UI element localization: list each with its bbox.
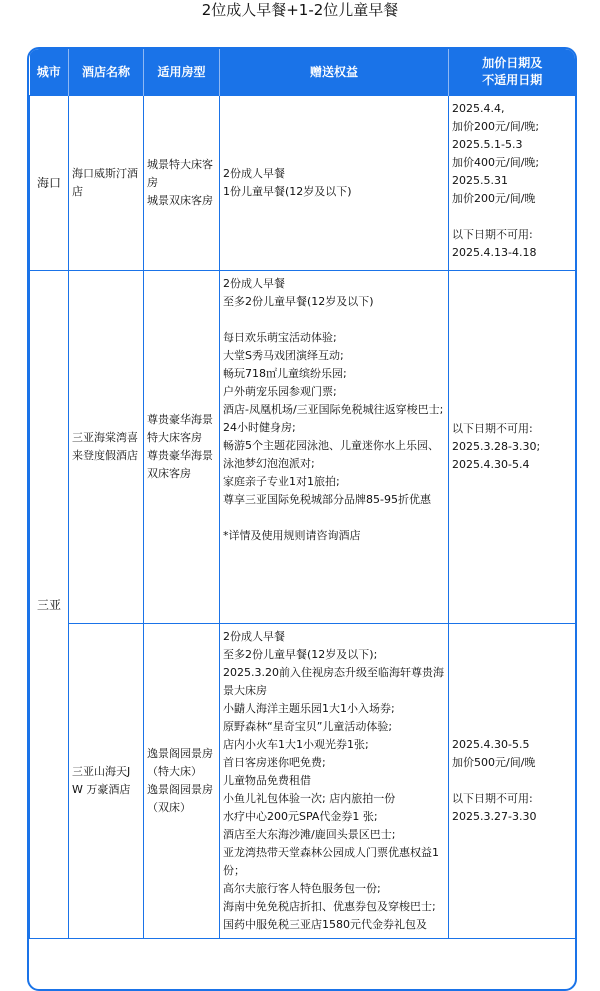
rooms-cell (144, 624, 220, 939)
cell-line: 酒店-凤凰机场/三亚国际免税城往返穿梭巴士; (223, 403, 444, 416)
cell-line: 2025.5.31 (452, 174, 508, 187)
hotel-cell: 三亚海棠湾喜来登度假酒店 (69, 271, 144, 624)
cell-line: 至多2份儿童早餐(12岁及以下) (223, 295, 374, 308)
cell-line: 以下日期不可用: (452, 422, 533, 435)
cell-line: 海南中免免税店折扣、优惠券包及穿梭巴士; (223, 900, 436, 913)
cell-line: 户外萌宠乐园参观门票; (223, 385, 337, 398)
city-cell: 三亚 (30, 271, 69, 939)
header-benefits: 赠送权益 (220, 49, 449, 96)
cell-line: 店内小火车1大1小观光券1张; (223, 738, 369, 751)
cell-line: 逸景阁园景房（特大床） (147, 747, 213, 778)
cell-line: 小鼱人海洋主题乐园1大1小入场券; (223, 702, 395, 715)
benefits-cell (220, 96, 449, 271)
cell-line: 加价400元/间/晚; (452, 156, 540, 169)
cell-line: 2份成人早餐 (223, 277, 285, 290)
header-dates-line1: 加价日期及 (482, 56, 543, 70)
cell-line: 原野森林“星奇宝贝”儿童活动体验; (223, 720, 393, 733)
page-title: 2位成人早餐+1-2位儿童早餐 (201, 1, 399, 19)
cell-line (223, 509, 445, 527)
cell-line: 2份成人早餐 (223, 630, 285, 643)
cell-line: 大堂S秀马戏团演绎互动; (223, 349, 344, 362)
cell-line: 畅游5个主题花园泳池、儿童迷你水上乐园、泳池梦幻泡泡派对; (223, 439, 439, 470)
table-row (30, 271, 576, 624)
cell-line: 城景双床客房 (147, 194, 213, 207)
cell-line: 家庭亲子专业1对1旅拍; (223, 475, 340, 488)
table-row (30, 624, 576, 939)
cell-line: 2025.5.1-5.3 (452, 138, 523, 151)
hotel-cell: 三亚山海天JW 万豪酒店 (69, 624, 144, 939)
header-dates-line2: 不适用日期 (482, 73, 543, 87)
dates-cell (449, 96, 576, 271)
cell-line (452, 208, 572, 226)
cell-line: 2025.3.28-3.30; (452, 440, 541, 453)
rooms-cell (144, 271, 220, 624)
cell-line: 酒店至大东海沙滩/鹿回头景区巴士; (223, 828, 396, 841)
cell-line: 1份儿童早餐(12岁及以下) (223, 185, 352, 198)
cell-line: 高尔夫旅行客人特色服务包一份; (223, 882, 381, 895)
cell-line: 2025.4.4, (452, 102, 505, 115)
cell-line: 儿童物品免费租借 (223, 774, 311, 787)
cell-line: 逸景阁园景房（双床） (147, 783, 213, 814)
cell-line: 2025.4.13-4.18 (452, 246, 537, 259)
cell-line: 加价500元/间/晚 (452, 756, 536, 769)
cell-line (452, 772, 572, 790)
cell-line: 尊贵豪华海景双床客房 (147, 449, 213, 480)
cell-line (223, 311, 445, 329)
cell-line: 2份成人早餐 (223, 167, 285, 180)
cell-line: 加价200元/间/晚; (452, 120, 540, 133)
hotel-table (27, 47, 577, 991)
cell-line: 尊贵豪华海景特大床客房 (147, 413, 213, 444)
cell-line: 城景特大床客房 (147, 158, 213, 189)
cell-line: 亚龙湾热带天堂森林公园成人门票优惠权益1份； (223, 846, 439, 877)
cell-line: 以下日期不可用: (452, 228, 533, 241)
dates-cell (449, 624, 576, 939)
table-header-row (30, 49, 576, 96)
benefits-cell (220, 271, 449, 624)
cell-line: 2025.4.30-5.4 (452, 458, 530, 471)
cell-line: 24小时健身房; (223, 421, 296, 434)
city-cell: 海口 (30, 96, 69, 271)
cell-line: 2025.4.30-5.5 (452, 738, 530, 751)
benefits-cell (220, 624, 449, 939)
cell-line: 2025.3.27-3.30 (452, 810, 537, 823)
cell-line: 加价200元/间/晚 (452, 192, 536, 205)
cell-line: 以下日期不可用: (452, 792, 533, 805)
rooms-cell (144, 96, 220, 271)
cell-line: 尊享三亚国际免税城部分品牌85-95折优惠 (223, 493, 431, 506)
cell-line: 国药中服免税三亚店1580元代金券礼包及 (223, 918, 427, 931)
cell-line: 畅玩718㎡儿童缤纷乐园; (223, 367, 347, 380)
hotel-cell: 海口威斯汀酒店 (69, 96, 144, 271)
cell-line: 水疗中心200元SPA代金券1 张; (223, 810, 378, 823)
cell-line: 小鱼儿礼包体验一次; 店内旅拍一份 (223, 792, 396, 805)
cell-line: 每日欢乐萌宝活动体验; (223, 331, 337, 344)
header-hotel: 酒店名称 (69, 49, 144, 96)
dates-cell (449, 271, 576, 624)
header-city: 城市 (30, 49, 69, 96)
header-dates (449, 49, 576, 96)
table-row (30, 96, 576, 271)
header-rooms: 适用房型 (144, 49, 220, 96)
cell-line: *详情及使用规则请咨询酒店 (223, 529, 361, 542)
cell-line: 2025.3.20前入住视房态升级至临海轩尊贵海景大床房 (223, 666, 444, 697)
cell-line: 首日客房迷你吧免费; (223, 756, 326, 769)
cell-line: 至多2份儿童早餐(12岁及以下); (223, 648, 378, 661)
